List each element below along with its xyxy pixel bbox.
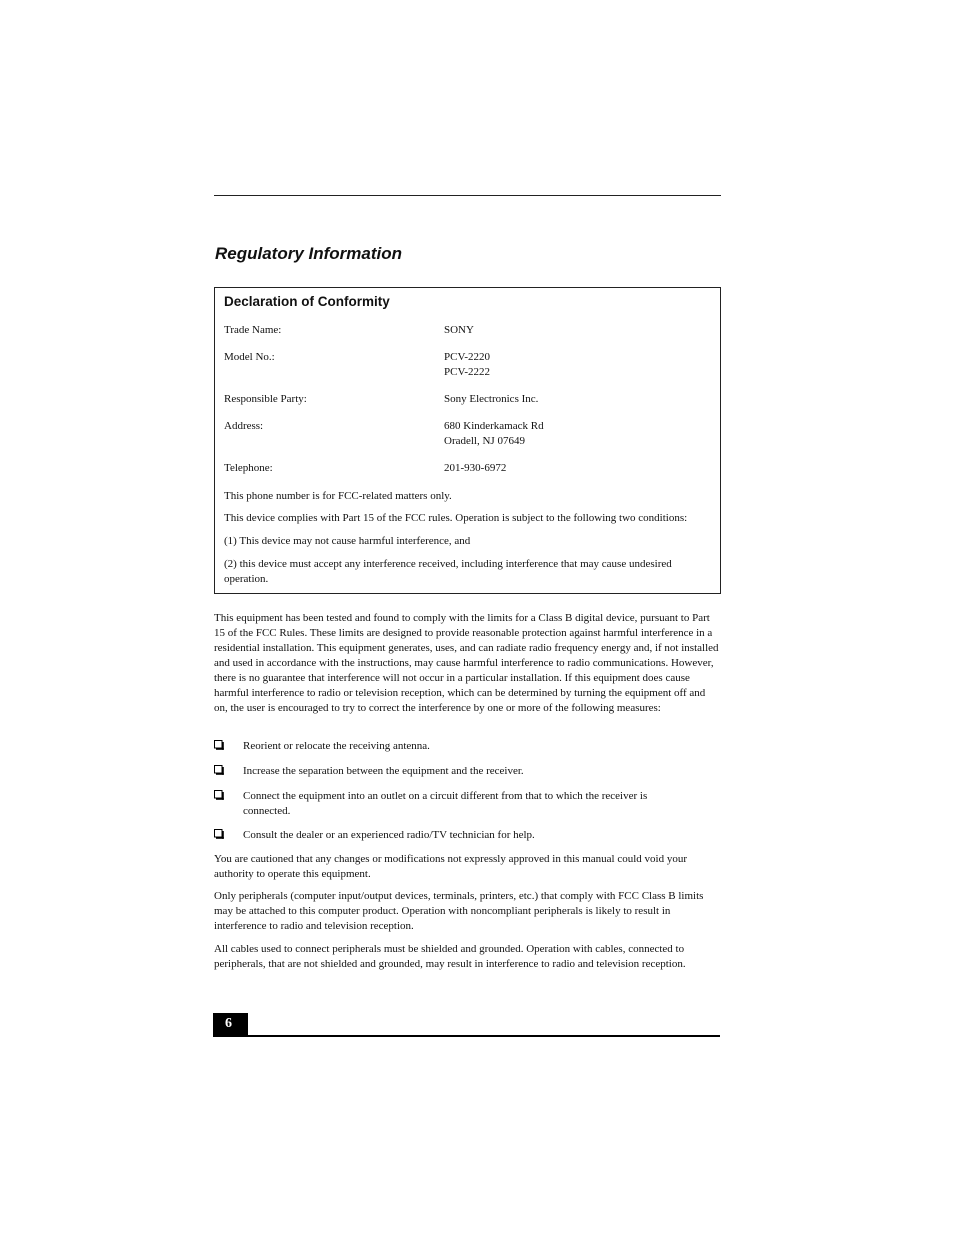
phone-note: This phone number is for FCC-related matters only. xyxy=(224,490,452,502)
list-item-text: Connect the equipment into an outlet on a circuit different from that to which the receiver is connected. xyxy=(243,790,648,817)
model-no-row xyxy=(224,350,714,380)
row-label: Telephone: xyxy=(224,462,273,474)
list-item xyxy=(214,789,721,819)
row-value: Sony Electronics Inc. xyxy=(444,393,539,405)
cables-paragraph: All cables used to connect peripherals must be shielded and grounded. Operation with cables, connected to peripherals, that are not shielded and grounded, may result in interference to radio and television reception. xyxy=(214,943,686,970)
page-number: 6 xyxy=(225,1016,232,1031)
checkbox-bullet-icon xyxy=(214,765,224,775)
row-value: PCV-2220 PCV-2222 xyxy=(444,351,491,378)
bottom-rule xyxy=(213,1035,720,1037)
trade-name-row xyxy=(224,323,714,338)
condition-1: (1) This device may not cause harmful interference, and xyxy=(224,535,471,547)
peripherals-paragraph: Only peripherals (computer input/output devices, terminals, printers, etc.) that comply with FCC Class B limits may be attached to this computer product. Operation with noncompliant peripherals is likely to result in interference to radio and television reception. xyxy=(214,890,704,932)
condition-2: (2) this device must accept any interference received, including interference that may cause undesired operation. xyxy=(224,558,672,585)
row-value: 680 Kinderkamack Rd Oradell, NJ 07649 xyxy=(444,420,544,447)
section-title: Regulatory Information xyxy=(215,244,403,263)
list-item xyxy=(214,739,721,754)
row-label: Responsible Party: xyxy=(224,393,307,405)
declaration-box xyxy=(214,287,721,594)
declaration-heading: Declaration of Conformity xyxy=(224,294,390,309)
checkbox-bullet-icon xyxy=(214,740,224,750)
row-value: 201-930-6972 xyxy=(444,462,507,474)
page-number-tab xyxy=(213,1013,248,1037)
row-label: Address: xyxy=(224,420,264,432)
responsible-party-row xyxy=(224,392,714,407)
intro-paragraph: This equipment has been tested and found to comply with the limits for a Class B digital device, pursuant to Part 15 of the FCC Rules. These limits are designed to provide reasonable protection against harmful interference in a residential installation. This equipment generates, uses, and can radiate radio frequency energy and, if not installed and used in accordance with the instructions, may cause harmful interference to radio communications. However, there is no guarantee that interference will not occur in a particular installation. If this equipment does cause harmful interference to radio or television reception, which can be determined by turning the equipment off and on, the user is encouraged to try to correct the interference by one or more of the following measures: xyxy=(214,612,719,714)
row-value: SONY xyxy=(444,324,474,336)
top-rule xyxy=(214,195,721,196)
checkbox-bullet-icon xyxy=(214,829,224,839)
list-item-text: Consult the dealer or an experienced radio/TV technician for help. xyxy=(243,829,535,841)
address-row xyxy=(224,419,714,449)
row-label: Model No.: xyxy=(224,351,275,363)
telephone-row xyxy=(224,461,714,476)
caution-paragraph: You are cautioned that any changes or modifications not expressly approved in this manual could void your authority to operate this equipment. xyxy=(214,853,687,880)
list-item-text: Increase the separation between the equipment and the receiver. xyxy=(243,765,524,777)
list-item xyxy=(214,828,721,843)
checkbox-bullet-icon xyxy=(214,790,224,800)
row-label: Trade Name: xyxy=(224,324,282,336)
list-item-text: Reorient or relocate the receiving antenna. xyxy=(243,740,430,752)
list-item xyxy=(214,764,721,779)
compliance-note: This device complies with Part 15 of the FCC rules. Operation is subject to the following two conditions: xyxy=(224,512,688,524)
